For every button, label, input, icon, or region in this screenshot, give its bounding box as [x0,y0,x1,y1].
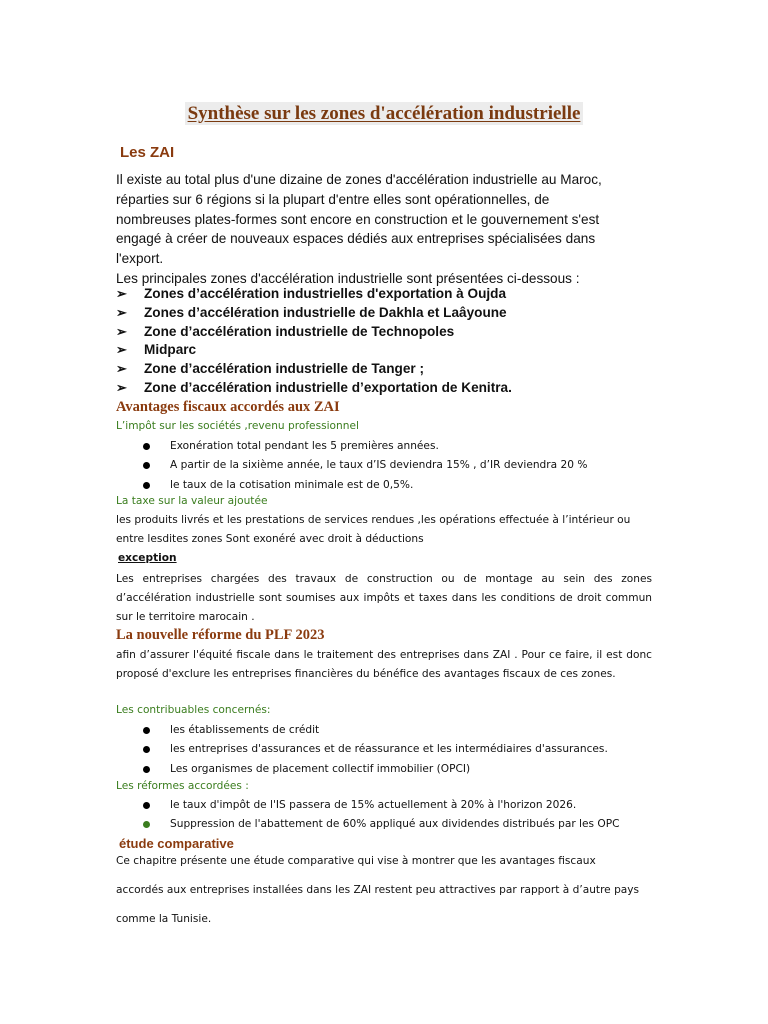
list-item: les entreprises d'assurances et de réassurance et les intermédiaires d'assurances. [140,740,608,759]
subheading-tva: La taxe sur la valeur ajoutée [116,495,268,507]
document-title [0,103,768,125]
subheading-impot: L’impôt sur les sociétés ,revenu professionnel [116,420,359,432]
etude-line: comme la Tunisie. [116,913,212,925]
intro-line: Il existe au total plus d'une dizaine de zones d'accélération industrielle au Maroc, [116,172,602,187]
arrow-bullet-icon: ➢ [116,286,127,301]
list-item: ➢ Zone d’accélération industrielle de Tanger ; [116,360,512,379]
heading-plf-2023: La nouvelle réforme du PLF 2023 [116,627,325,643]
list-item: A partir de la sixième année, le taux d’IS deviendra 15% , d’IR deviendra 20 % [140,456,587,475]
arrow-bullet-icon: ➢ [116,304,127,320]
contribuables-list [140,721,608,779]
heading-les-zai: Les ZAI [120,144,175,161]
heading-etude-comparative: étude comparative [119,836,234,851]
list-item: le taux de la cotisation minimale est de 0,5%. [140,476,587,495]
subheading-reformes: Les réformes accordées : [116,780,249,792]
intro-paragraph [116,170,636,289]
reformes-list [140,796,620,835]
etude-line: accordés aux entreprises installées dans les ZAI restent peu attractives par rapport à d’autre pays [116,884,640,896]
bullet-dot-icon [143,802,150,809]
list-item: ➢ Midparc [116,341,512,360]
intro-line: nombreuses plates-formes sont encore en construction et le gouvernement s'est [116,211,600,227]
bullet-dot-icon [143,482,150,489]
tva-line: les produits livrés et les prestations de services rendues ,les opérations effectuée à l’intérieur ou [116,514,631,526]
plf-paragraph: afin d’assurer l'équité fiscale dans le traitement des entreprises dans ZAI . Pour ce faire, il est donc proposé d'exclure les entreprises financières du bénéfice des avantages fiscaux de ces zones. [116,649,652,681]
intro-line: engagé à créer de nouveaux espaces dédiés aux entreprises spécialisées dans [116,231,596,247]
list-item: ➢ Zone d’accélération industrielle d’exportation de Kenitra. [116,379,512,398]
arrow-bullet-icon: ➢ [116,379,127,395]
zones-list [116,285,512,398]
tva-line: entre lesdites zones Sont exonéré avec droit à déductions [116,533,424,545]
bullet-dot-icon [143,443,150,450]
etude-line: Ce chapitre présente une étude comparative qui vise à montrer que les avantages fiscaux [116,855,596,867]
bullet-dot-icon [143,462,150,469]
impot-list [140,437,587,495]
bullet-dot-icon [143,727,150,734]
list-item: ➢ Zones d’accélération industrielle de Dakhla et Laâyoune [116,304,512,323]
arrow-bullet-icon: ➢ [116,361,127,377]
list-item: ➢ Zones d’accélération industrielles d'exportation à Oujda [116,285,512,304]
bullet-dot-icon [143,766,150,773]
heading-avantages-fiscaux: Avantages fiscaux accordés aux ZAI [116,399,340,415]
arrow-bullet-icon: ➢ [116,323,127,339]
list-item: le taux d'impôt de l'IS passera de 15% actuellement à 20% à l'horizon 2026. [140,796,620,815]
subheading-contribuables: Les contribuables concernés: [116,704,271,716]
list-item: les établissements de crédit [140,721,608,740]
exception-label: exception [118,552,177,564]
list-item: Les organismes de placement collectif immobilier (OPCI) [140,760,608,779]
arrow-bullet-icon: ➢ [116,342,127,358]
intro-line: réparties sur 6 régions si la plupart d'entre elles sont opérationnelles, de [116,191,550,207]
exception-paragraph: Les entreprises chargées des travaux de construction ou de montage au sein des zones d’accélération industrielle sont soumises aux impôts et taxes dans les conditions de droit commun sur le territoire marocain . [116,573,652,624]
list-item: ➢ Zone d’accélération industrielle de Technopoles [116,323,512,342]
list-item: Exonération total pendant les 5 premières années. [140,437,587,456]
list-item: Suppression de l'abattement de 60% appliqué aux dividendes distribués par les OPC [140,815,620,834]
intro-line: Les principales zones d'accélération industrielle sont présentées ci-dessous : [116,270,580,286]
bullet-dot-icon [143,746,150,753]
intro-line: l'export. [116,251,164,267]
document-title-text: Synthèse sur les zones d'accélération industrielle [185,102,584,125]
bullet-dot-icon [143,821,150,828]
